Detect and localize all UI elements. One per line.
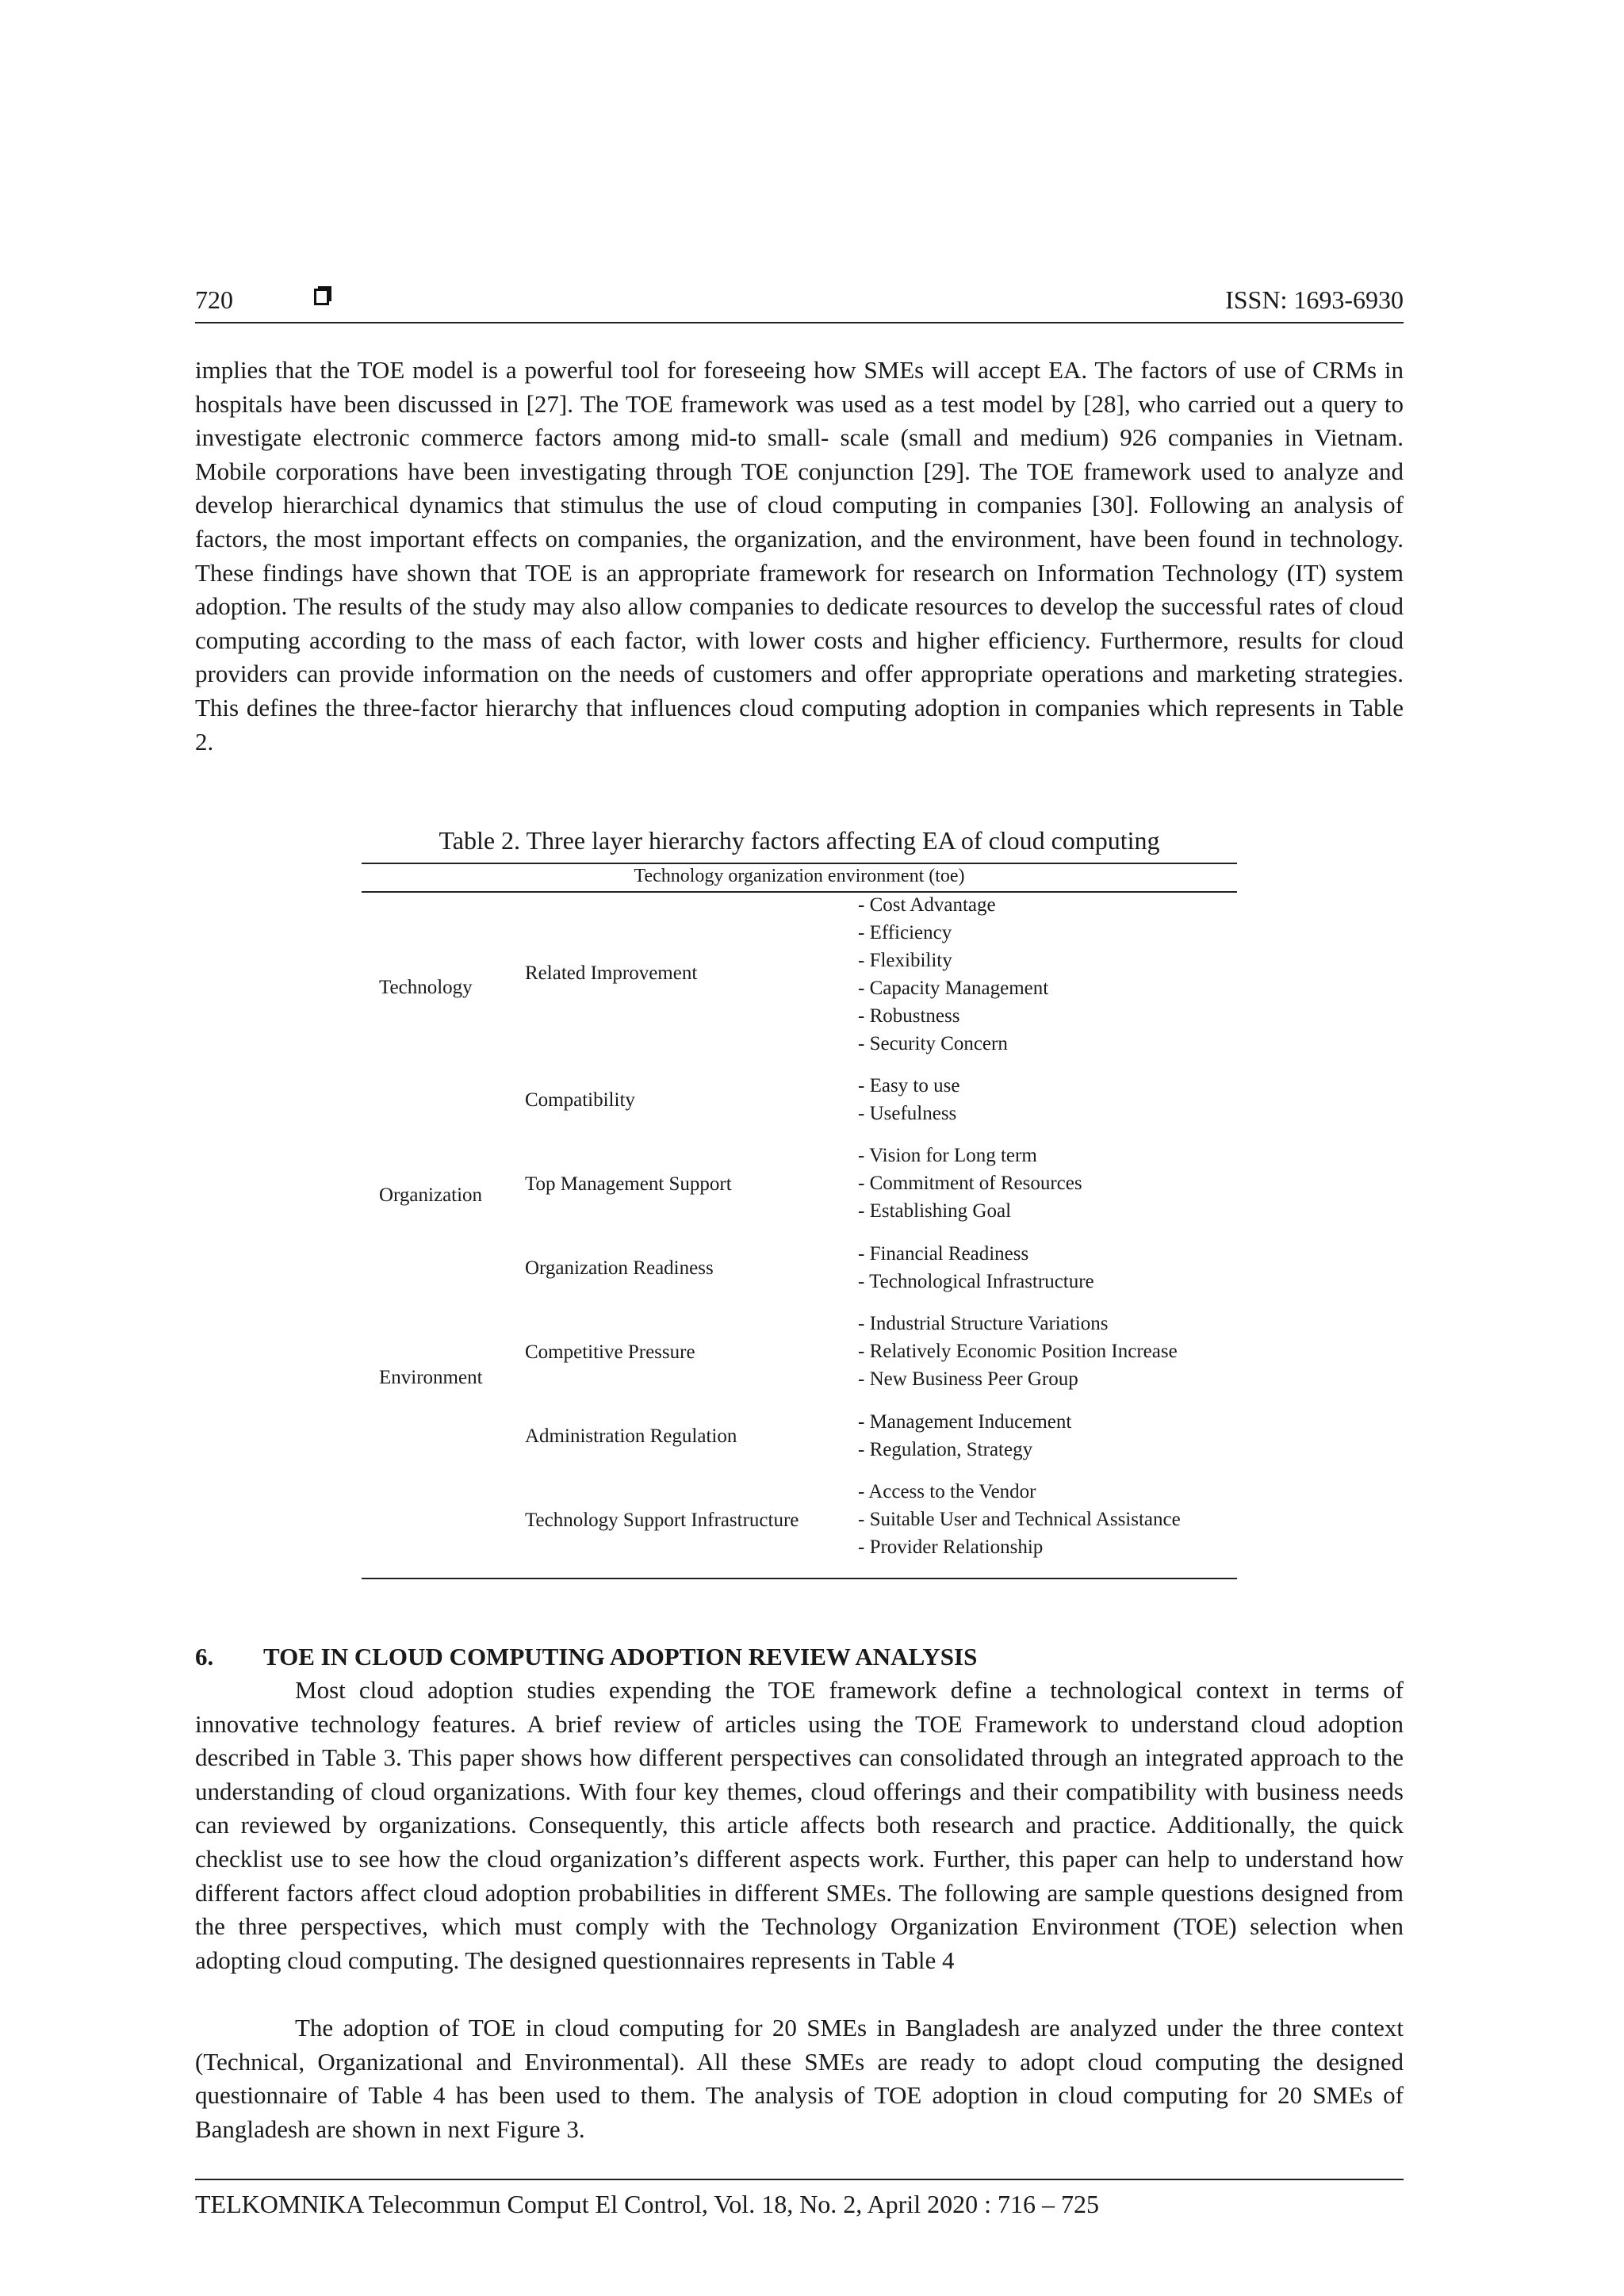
page-number: 720 [195, 285, 233, 314]
factor-competitive-pressure: Competitive Pressure [525, 1341, 695, 1363]
list-item: - Financial Readiness [858, 1243, 1029, 1265]
footer-rule [195, 2179, 1404, 2180]
section-heading [195, 1643, 977, 1671]
context-environment: Environment [379, 1367, 483, 1388]
list-item: - Commitment of Resources [858, 1173, 1082, 1194]
list-item: - Management Inducement [858, 1411, 1072, 1433]
section-title: TOE IN CLOUD COMPUTING ADOPTION REVIEW ANALYSIS [263, 1643, 978, 1670]
list-item: - Cost Advantage [858, 894, 996, 916]
factor-administration-regulation: Administration Regulation [525, 1425, 737, 1447]
body-paragraph-1: implies that the TOE model is a powerful tool for foreseeing how SMEs will accept EA. The factors of use of CRMs in hospitals have been discussed in [27]. The TOE framework was used as a test model by [28], who carried out a query to investigate electronic commerce factors among mid-to small- scale (small and medium) 926 companies in Vietnam. Mobile corporations have been investigating through TOE conjunction [29]. The TOE framework used to analyze and develop hierarchical dynamics that stimulus the use of cloud computing in companies [30]. Following an analysis of factors, the most important effects on companies, the organization, and the environment, have been found in technology. These findings have shown that TOE is an appropriate framework for research on Information Technology (IT) system adoption. The results of the study may also allow companies to dedicate resources to develop the successful rates of cloud computing according to the mass of each factor, with lower costs and higher efficiency. Furthermore, results for cloud providers can provide information on the needs of customers and offer appropriate operations and marketing strategies. This defines the three-factor hierarchy that influences cloud computing adoption in companies which represents in Table 2. [195, 356, 1404, 756]
list-item: - Flexibility [858, 950, 952, 971]
list-item: - Regulation, Strategy [858, 1439, 1033, 1460]
context-organization: Organization [379, 1184, 483, 1206]
factor-technology-support-infrastructure: Technology Support Infrastructure [525, 1510, 799, 1531]
list-item: - Access to the Vendor [858, 1481, 1036, 1502]
list-item: - Capacity Management [858, 978, 1049, 999]
body-paragraph-3: The adoption of TOE in cloud computing for 20 SMEs in Bangladesh are analyzed under the three context (Technical, Organizational and Environmental). All these SMEs are ready to adopt cloud computing the designed questionnaire of Table 4 has been used to them. The analysis of TOE adoption in cloud computing for 20 SMEs of Bangladesh are shown in next Figure 3. [195, 2014, 1404, 2143]
factor-organization-readiness: Organization Readiness [525, 1257, 714, 1279]
footer-citation: TELKOMNIKA Telecommun Comput El Control, Vol. 18, No. 2, April 2020 : 716 – 725 [195, 2190, 1099, 2218]
body-paragraph-2: Most cloud adoption studies expending the TOE framework define a technological context in terms of innovative technology features. A brief review of articles using the TOE Framework to understand cloud adoption described in Table 3. This paper shows how different perspectives can consolidated through an integrated approach to the understanding of cloud organizations. With four key themes, cloud offerings and their compatibility with business needs can reviewed by organizations. Consequently, this article affects both research and practice. Additionally, the quick checklist use to see how the cloud organization’s different aspects work. Further, this paper can help to understand how different factors affect cloud adoption probabilities in different SMEs. The following are sample questions designed from the three perspectives, which must comply with the Technology Organization Environment (TOE) selection when adopting cloud computing. The designed questionnaires represents in Table 4 [195, 1676, 1404, 1974]
list-item: - Relatively Economic Position Increase [858, 1341, 1178, 1362]
list-item: - Vision for Long term [858, 1145, 1037, 1166]
list-item: - Easy to use [858, 1075, 960, 1096]
factor-items-related-improvement [858, 891, 1048, 1058]
box-icon [314, 289, 329, 305]
factor-items-technology-support-infrastructure [858, 1478, 1181, 1561]
factor-compatibility: Compatibility [525, 1089, 635, 1111]
table-header-rule [362, 891, 1237, 893]
list-item: - Establishing Goal [858, 1200, 1012, 1222]
list-item: - Efficiency [858, 922, 952, 943]
list-item: - Robustness [858, 1005, 960, 1027]
issn: ISSN: 1693-6930 [1225, 285, 1404, 314]
list-item: - Suitable User and Technical Assistance [858, 1509, 1181, 1530]
factor-top-management-support: Top Management Support [525, 1173, 732, 1195]
list-item: - Provider Relationship [858, 1536, 1044, 1558]
section-number: 6. [195, 1643, 214, 1670]
list-item: - Industrial Structure Variations [858, 1313, 1109, 1334]
table-caption: Table 2. Three layer hierarchy factors affecting EA of cloud computing [439, 826, 1160, 855]
list-item: - Technological Infrastructure [858, 1271, 1094, 1292]
factor-items-compatibility [858, 1072, 959, 1127]
table-top-rule [362, 863, 1237, 864]
factor-items-top-management-support [858, 1142, 1082, 1225]
factor-items-administration-regulation [858, 1408, 1071, 1464]
factor-items-organization-readiness [858, 1240, 1094, 1295]
factor-items-competitive-pressure [858, 1310, 1178, 1393]
context-technology: Technology [379, 977, 473, 998]
list-item: - New Business Peer Group [858, 1368, 1078, 1390]
page-header [195, 285, 1404, 323]
list-item: - Usefulness [858, 1103, 957, 1124]
factor-related-improvement: Related Improvement [525, 962, 698, 984]
list-item: - Security Concern [858, 1033, 1008, 1054]
table-header: Technology organization environment (toe) [634, 866, 965, 886]
table-bottom-rule [362, 1578, 1237, 1579]
